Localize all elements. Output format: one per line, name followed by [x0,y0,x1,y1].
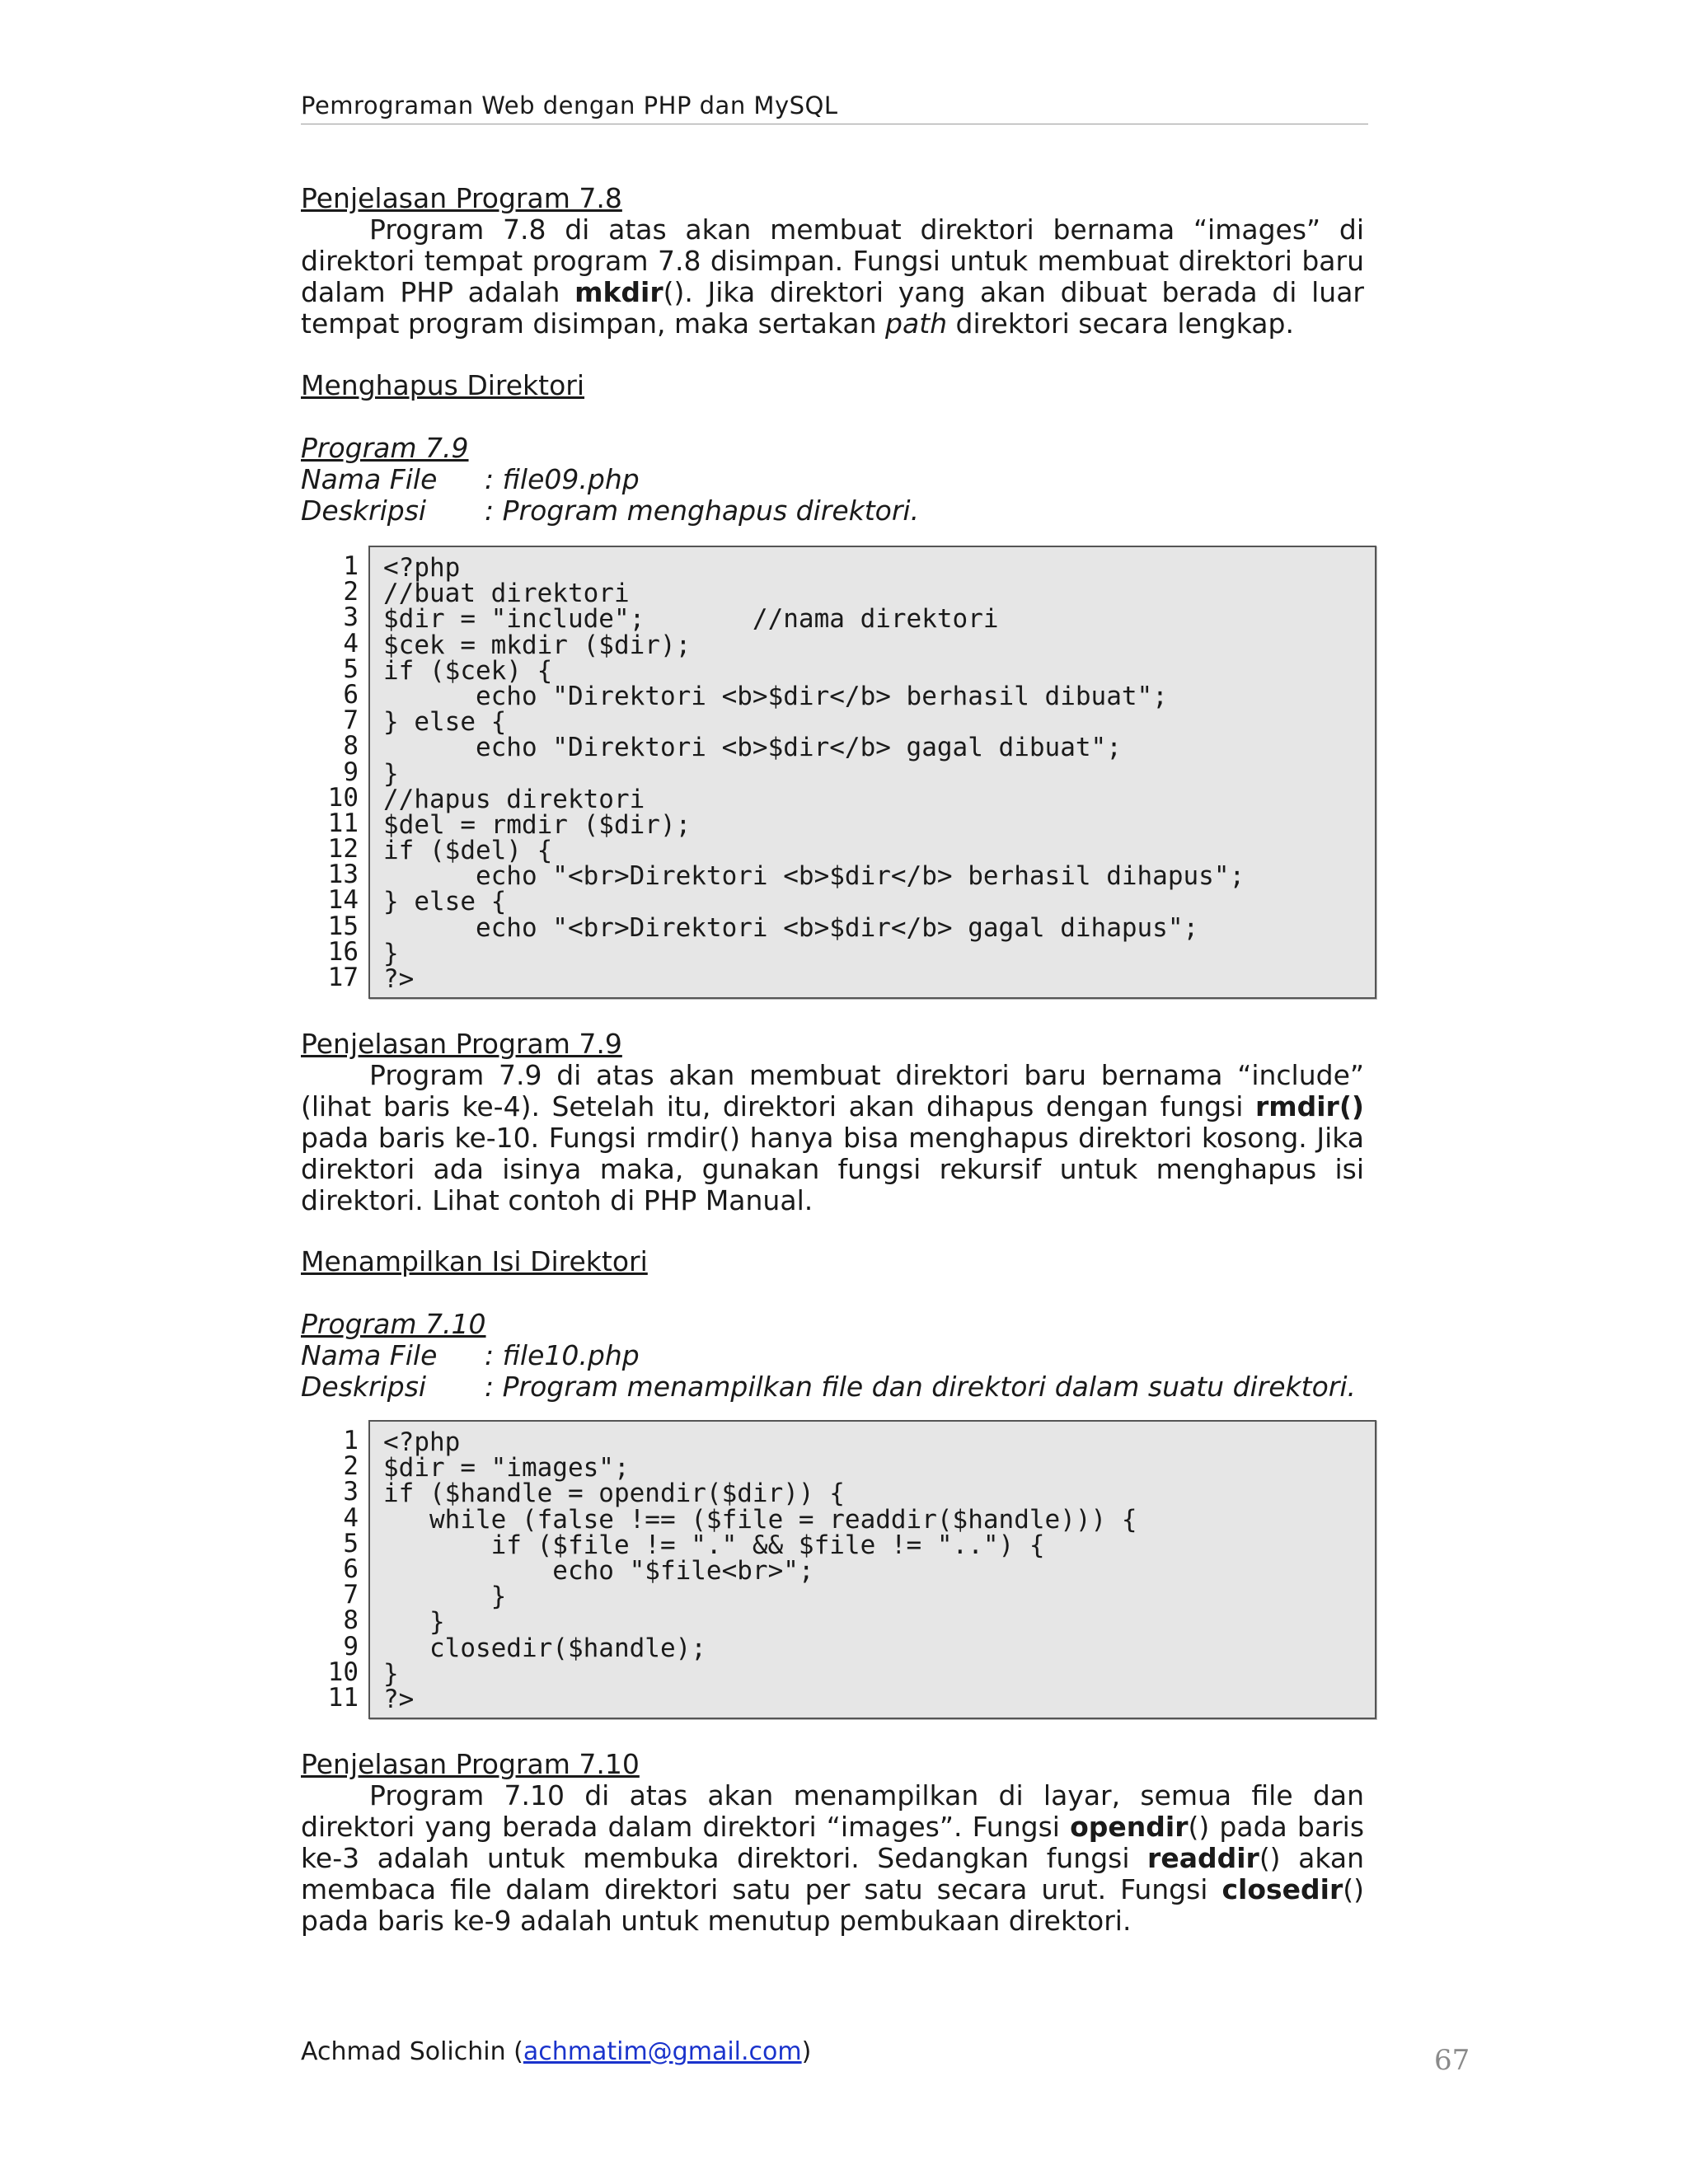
paragraph: Program 7.9 di atas akan membuat direktori baru bernama “include” (lihat baris ke-4). Setelah itu, direktori akan dihapus dengan fungsi rmdir() pada baris ke-10. Fungsi rmdir() hanya bisa menghapus direktori kosong. Jika direktori ada isinya maka, gunakan fungsi rekursif untuk menghapus isi direktori. Lihat contoh di PHP Manual. [301,1059,1364,1216]
code-line: } else { [383,887,507,917]
line-number: 4 [343,1502,359,1533]
line-number: 9 [343,1631,359,1661]
program-7-9-meta [301,433,1364,527]
book-title: Pemrograman Web dengan PHP dan MySQL [301,91,838,120]
author-email-link[interactable]: achmatim@gmail.com [523,2037,802,2066]
line-number: 15 [327,911,359,941]
line-number: 4 [343,628,359,658]
section-list-directory [301,1246,1364,1277]
code-box [368,546,1376,999]
code-line: <?php [383,1427,461,1457]
code-line: } else { [383,707,507,738]
code-line: } [383,1582,507,1612]
page-number: 67 [1434,2044,1470,2077]
code-line: closedir($handle); [383,1633,706,1663]
code-line: } [383,1658,399,1689]
code-box [368,1420,1376,1719]
explanation-7-8 [301,183,1364,340]
line-number: 11 [327,1682,359,1713]
code-line: $del = rmdir ($dir); [383,809,692,840]
line-number: 17 [327,963,359,992]
file-name-value: : file09.php [485,463,640,495]
section-heading: Menampilkan Isi Direktori [301,1245,648,1277]
code-line: if ($file != "." && $file != "..") { [383,1530,1045,1560]
code-line: $dir = "include"; //nama direktori [383,604,999,635]
file-name-key: Nama File [301,1339,438,1371]
section-heading: Penjelasan Program 7.8 [301,182,622,214]
program-7-10-meta [301,1309,1364,1403]
file-name-value: : file10.php [485,1339,640,1371]
line-number: 8 [343,731,359,762]
line-number: 1 [343,551,359,581]
code-line: if ($del) { [383,836,553,866]
line-number: 6 [343,679,359,710]
line-number: 2 [343,577,359,607]
line-number: 9 [343,757,359,787]
line-number: 2 [343,1451,359,1482]
line-number: 6 [343,1554,359,1584]
line-number: 3 [343,1477,359,1507]
page-header [301,89,1368,124]
line-number: 8 [343,1605,359,1636]
section-delete-directory [301,370,1364,401]
description-key: Deskripsi [301,1371,427,1403]
line-number: 5 [343,654,359,684]
code-line: $dir = "images"; [383,1453,630,1483]
author-name: Achmad Solichin ( [301,2037,523,2066]
code-listing-7-10 [301,1420,1376,1719]
line-number: 5 [343,1528,359,1558]
description-value: : Program menghapus direktori. [485,494,920,527]
line-number: 14 [327,885,359,916]
description-key: Deskripsi [301,494,427,527]
line-number: 1 [343,1426,359,1455]
code-line: echo "<br>Direktori <b>$dir</b> gagal dihapus"; [383,912,1199,943]
code-line: //hapus direktori [383,784,645,814]
code-line: echo "$file<br>"; [383,1555,814,1586]
line-number: 10 [327,1657,359,1687]
paragraph: Program 7.8 di atas akan membuat direktori bernama “images” di direktori tempat program 7.8 disimpan. Fungsi untuk membuat direktori baru dalam PHP adalah mkdir(). Jika direktori yang akan dibuat berada di luar tempat program disimpan, maka sertakan path direktori secara lengkap. [301,213,1364,340]
explanation-7-10 [301,1749,1364,1937]
code-line: ?> [383,1684,415,1714]
line-number: 13 [327,860,359,890]
section-heading: Menghapus Direktori [301,369,585,401]
program-label: Program 7.10 [301,1308,486,1340]
line-number: 12 [327,834,359,865]
section-heading: Penjelasan Program 7.9 [301,1028,622,1060]
page-footer: Achmad Solichin (achmatim@gmail.com) [301,2037,812,2066]
description-value: : Program menampilkan file dan direktori dalam suatu direktori. [485,1371,1357,1403]
code-line: while (false !== ($file = readdir($handle))) { [383,1504,1137,1535]
program-label: Program 7.9 [301,432,469,464]
code-line: } [383,938,399,968]
code-line: <?php [383,553,461,583]
code-line: ?> [383,964,415,994]
line-number: 7 [343,705,359,736]
line-number: 7 [343,1580,359,1610]
line-number: 3 [343,602,359,633]
line-numbers [301,1420,368,1719]
line-number: 11 [327,808,359,838]
code-line: echo "<br>Direktori <b>$dir</b> berhasil dihapus"; [383,861,1245,892]
file-name-key: Nama File [301,463,438,495]
code-line: } [383,1607,445,1638]
line-numbers [301,546,368,999]
code-line: echo "Direktori <b>$dir</b> berhasil dibuat"; [383,681,1168,711]
code-line: } [383,758,399,789]
section-heading: Penjelasan Program 7.10 [301,1748,640,1780]
line-number: 16 [327,936,359,967]
code-listing-7-9 [301,546,1376,999]
line-number: 10 [327,782,359,813]
explanation-7-9 [301,1029,1364,1216]
code-line: if ($cek) { [383,655,553,686]
code-line: echo "Direktori <b>$dir</b> gagal dibuat"; [383,733,1122,763]
code-line: $cek = mkdir ($dir); [383,630,692,660]
code-line: if ($handle = opendir($dir)) { [383,1479,845,1509]
code-line: //buat direktori [383,579,630,609]
paragraph: Program 7.10 di atas akan menampilkan di layar, semua file dan direktori yang berada dalam direktori “images”. Fungsi opendir() pada baris ke-3 adalah untuk membuka direktori. Sedangkan fungsi readdir() akan membaca file dalam direktori satu per satu secara urut. Fungsi closedir() pada baris ke-9 adalah untuk menutup pembukaan direktori. [301,1779,1365,1937]
